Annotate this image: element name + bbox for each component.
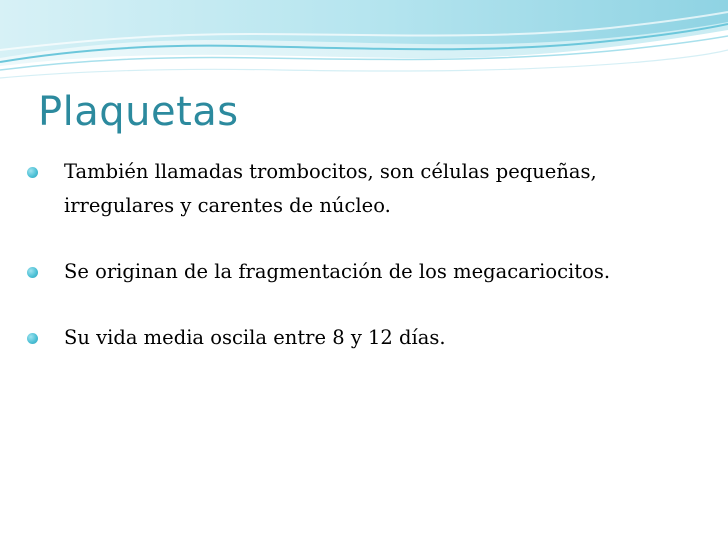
circle-bullet-icon	[27, 267, 38, 278]
bullet-item	[24, 321, 704, 355]
wave-header-decoration	[0, 0, 728, 90]
bullet-text: Su vida media oscila entre 8 y 12 días.	[64, 326, 446, 349]
bullet-item	[24, 155, 704, 223]
bullet-text: También llamadas trombocitos, son células pequeñas, irregulares y carentes de núcleo.	[64, 160, 597, 217]
circle-bullet-icon	[27, 333, 38, 344]
bullet-text: Se originan de la fragmentación de los megacariocitos.	[64, 260, 611, 283]
bullet-list	[24, 155, 704, 355]
slide-title: Plaquetas	[38, 89, 239, 135]
bullet-item	[24, 255, 704, 289]
circle-bullet-icon	[27, 167, 38, 178]
